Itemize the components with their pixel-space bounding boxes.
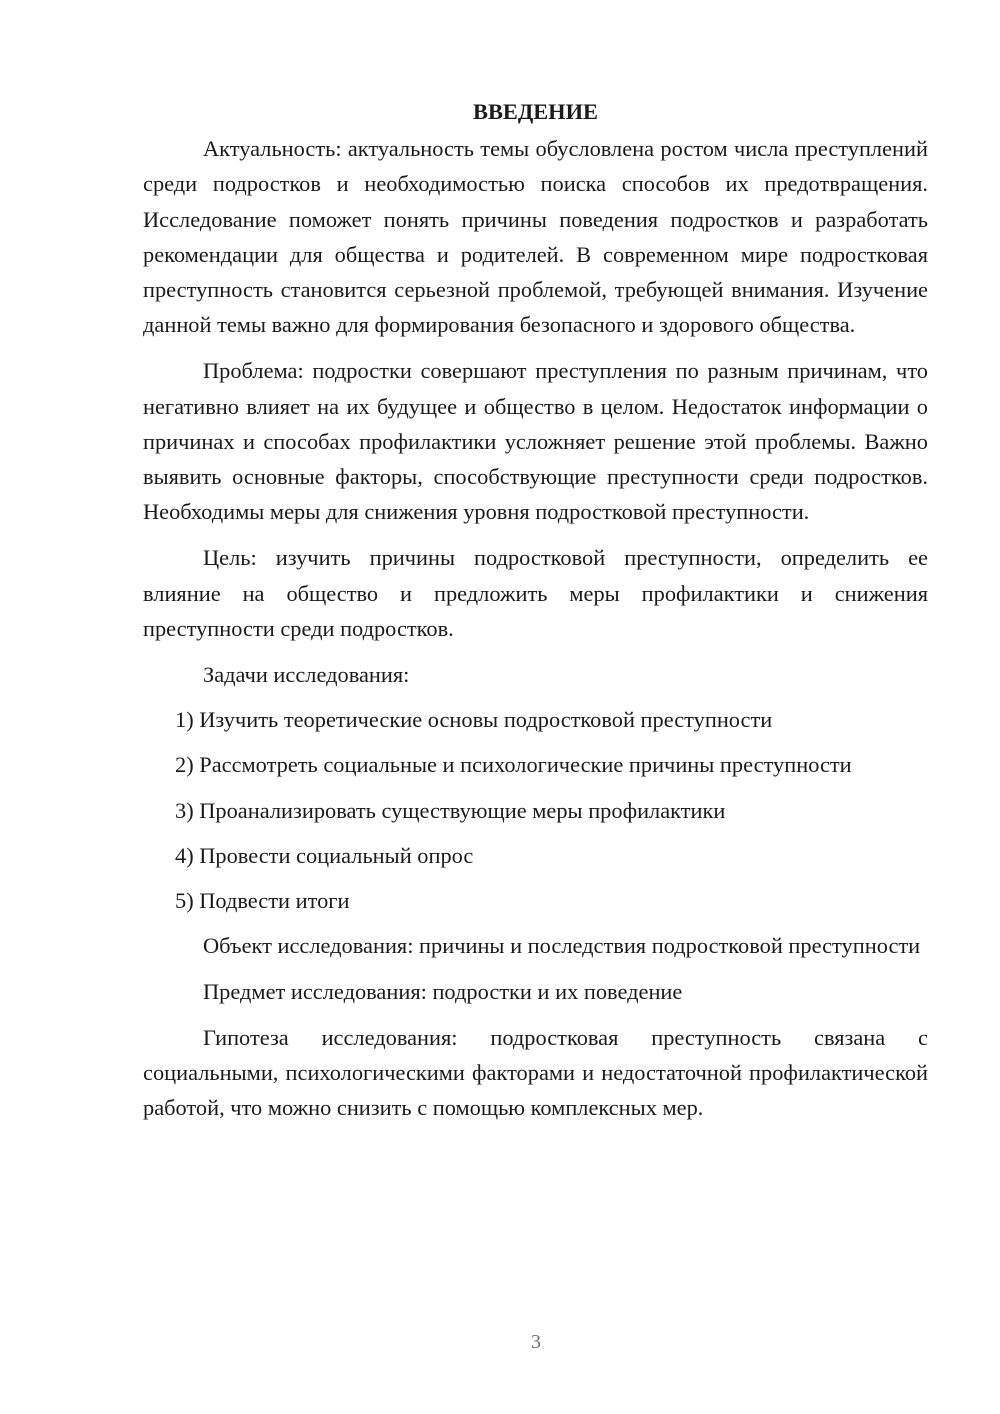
list-item: 3) Проанализировать существующие меры профилактики [175,797,726,823]
paragraph-goal: Цель: изучить причины подростковой преступности, определить ее влияние на общество и предложить меры профилактики и снижения преступности среди подростков. [143,545,928,641]
tasks-title: Задачи исследования: [203,662,410,688]
page-number: 3 [531,1331,541,1353]
list-item: 1) Изучить теоретические основы подростковой преступности [175,707,773,733]
paragraph-subject: Предмет исследования: подростки и их поведение [203,979,683,1005]
paragraph-hypothesis: Гипотеза исследования: подростковая преступность связана с социальными, психологическими факторами и недостаточной профилактической работой, что можно снизить с помощью комплексных мер. [143,1024,928,1121]
document-body [143,94,928,1136]
paragraph-problem: Проблема: подростки совершают преступления по разным причинам, что негативно влияет на их будущее и общество в целом. Недостаток информации о причинах и способах профилактики усложняет решение этой проблемы. Важно выявить основные факторы, способствующие преступности среди подростков. Необходимы меры для снижения уровня подростковой преступности. [143,358,928,525]
section-heading: ВВЕДЕНИЕ [473,99,598,124]
list-item: 5) Подвести итоги [175,888,350,914]
list-item: 2) Рассмотреть социальные и психологические причины преступности [175,752,852,778]
list-item: 4) Провести социальный опрос [175,842,474,868]
paragraph-object: Объект исследования: причины и последствия подростковой преступности [203,933,921,959]
paragraph-relevance: Актуальность: актуальность темы обусловлена ростом числа преступлений среди подростков и необходимостью поиска способов их предотвращения. Исследование поможет понять причины поведения подростков и разработать рекомендации для общества и родителей. В современном мире подростковая преступность становится серьезной проблемой, требующей внимания. Изучение данной темы важно для формирования безопасного и здорового общества. [143,136,928,338]
tasks-list [143,702,928,918]
